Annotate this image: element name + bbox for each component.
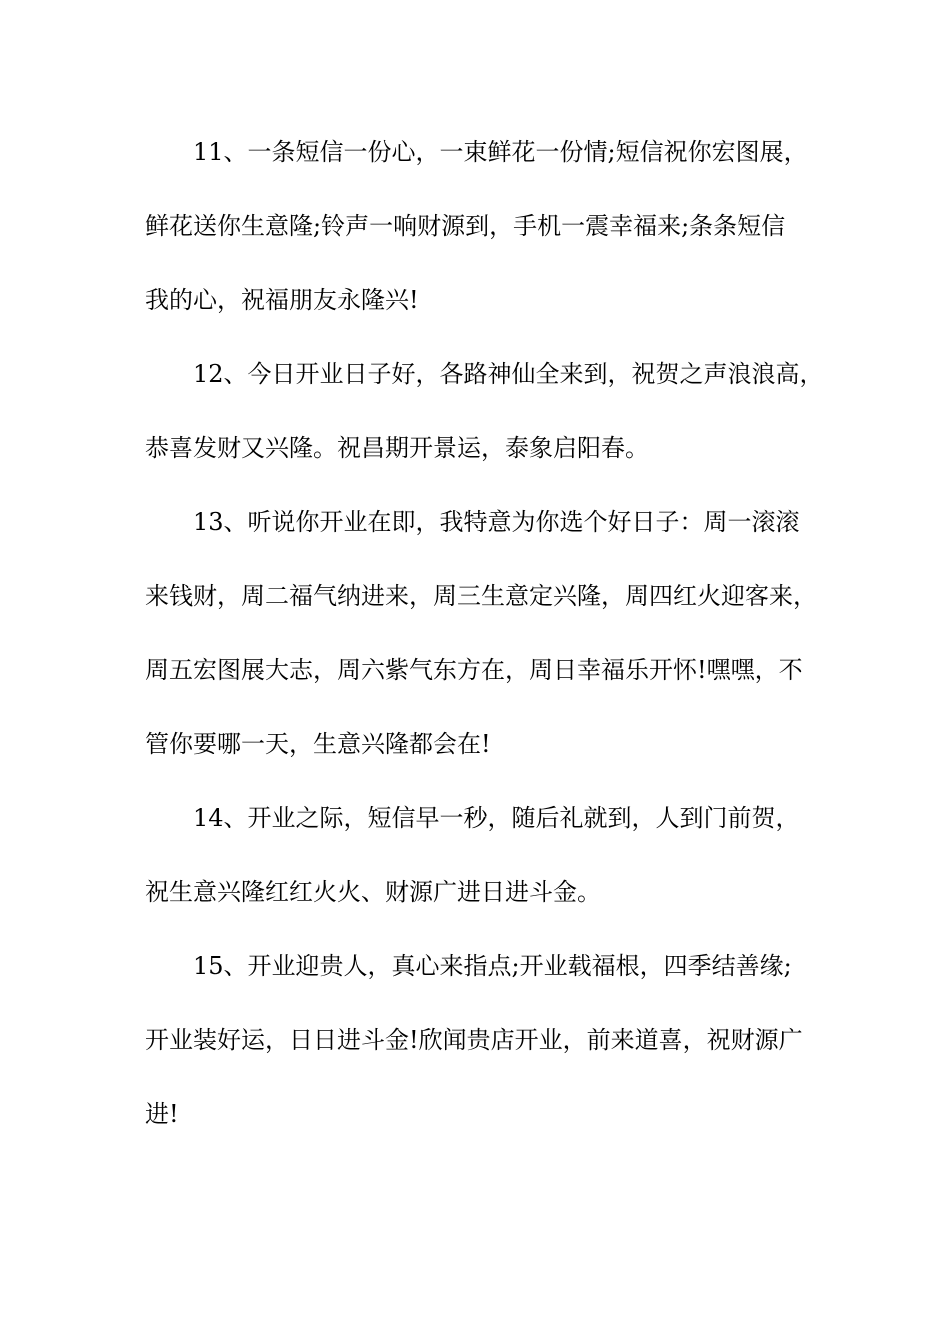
paragraph-13-line-2: 来钱财，周二福气纳进来，周三生意定兴隆，周四红火迎客来，	[145, 582, 817, 610]
paragraph-14-line-2: 祝生意兴隆红红火火、财源广进日进斗金。	[145, 878, 601, 906]
paragraph-11-line-1: 11、一条短信一份心，一束鲜花一份情;短信祝你宏图展，	[193, 138, 808, 166]
paragraph-13-line-1: 13、听说你开业在即，我特意为你选个好日子：周一滚滚	[193, 508, 800, 536]
paragraph-15-line-2: 开业装好运，日日进斗金!欣闻贵店开业，前来道喜，祝财源广	[145, 1026, 803, 1054]
paragraph-12-line-1: 12、今日开业日子好，各路神仙全来到，祝贺之声浪浪高，	[193, 360, 824, 388]
paragraph-11-line-3: 我的心，祝福朋友永隆兴!	[145, 286, 419, 314]
paragraph-13-line-4: 管你要哪一天，生意兴隆都会在!	[145, 730, 491, 758]
paragraph-11-line-2: 鲜花送你生意隆;铃声一响财源到，手机一震幸福来;条条短信	[145, 212, 786, 240]
paragraph-12-line-2: 恭喜发财又兴隆。祝昌期开景运，泰象启阳春。	[145, 434, 649, 462]
paragraph-13-line-3: 周五宏图展大志，周六紫气东方在，周日幸福乐开怀!嘿嘿，不	[145, 656, 803, 684]
paragraph-15-line-3: 进!	[145, 1100, 179, 1128]
paragraph-15-line-1: 15、开业迎贵人，真心来指点;开业载福根，四季结善缘;	[193, 952, 792, 980]
paragraph-14-line-1: 14、开业之际，短信早一秒，随后礼就到，人到门前贺，	[193, 804, 800, 832]
